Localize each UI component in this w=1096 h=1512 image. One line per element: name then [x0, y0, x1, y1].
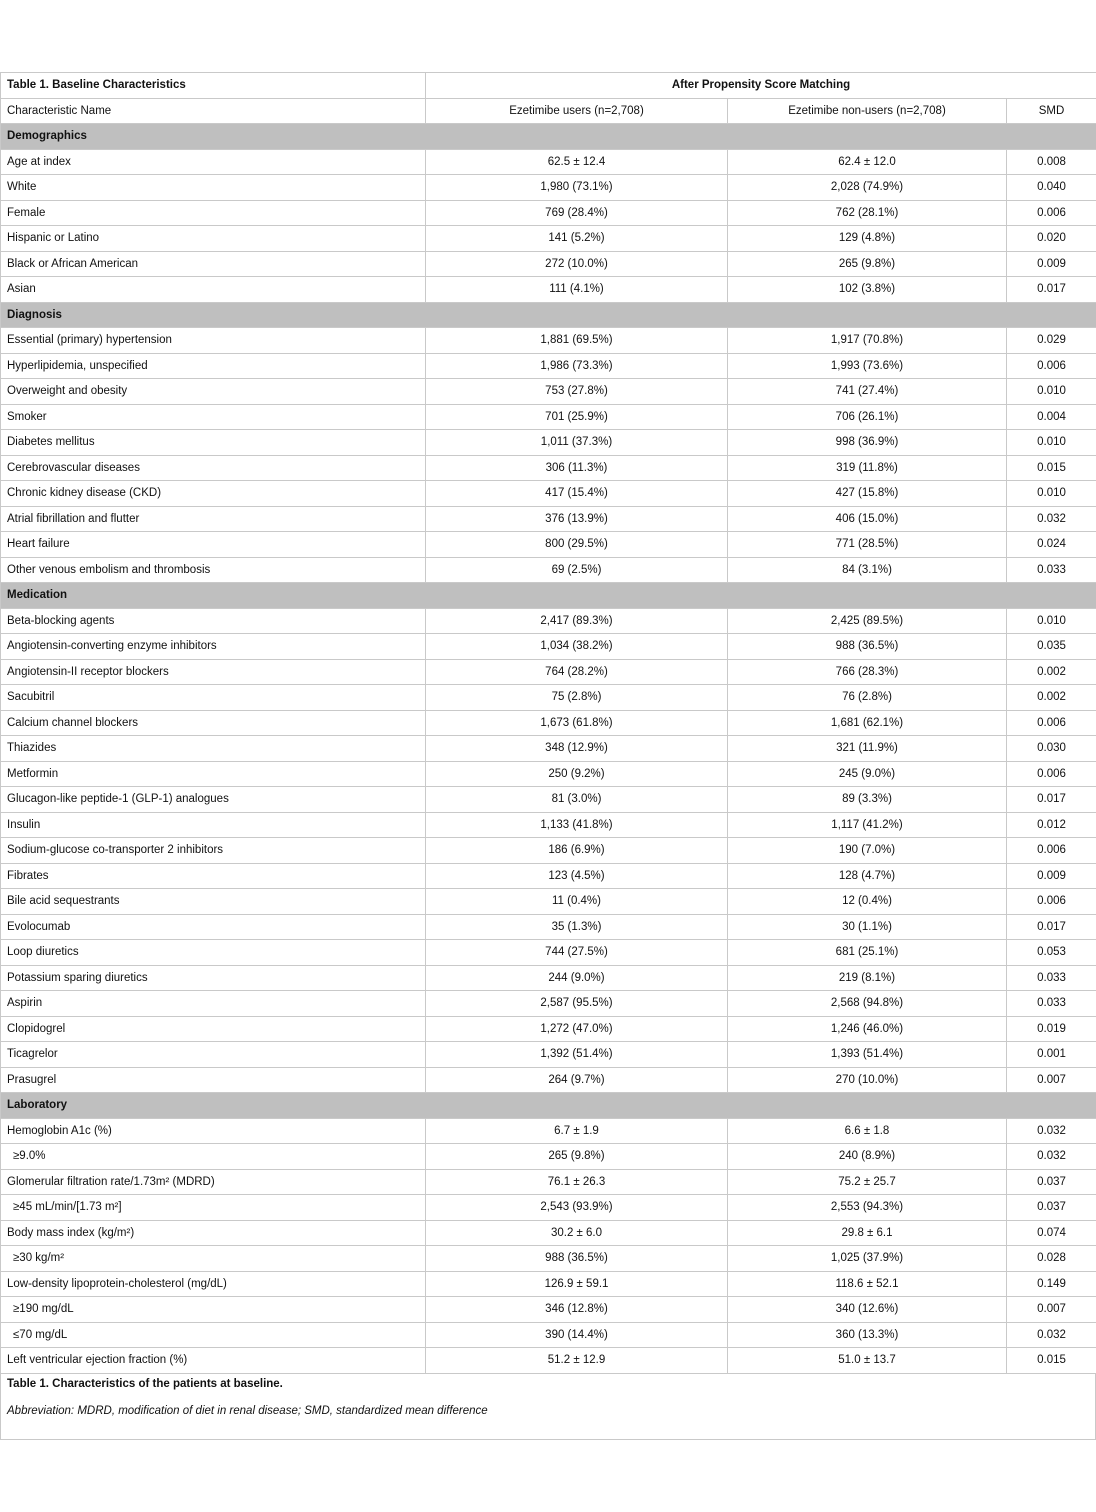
ezetimibe-nonusers-cell: 245 (9.0%) — [728, 761, 1007, 787]
table-row — [1, 1042, 1096, 1068]
table-row — [1, 455, 1096, 481]
characteristic-name-cell: Loop diuretics — [1, 940, 426, 966]
characteristic-name-cell: Asian — [1, 277, 426, 303]
smd-cell: 0.037 — [1007, 1169, 1096, 1195]
characteristic-name-cell: Chronic kidney disease (CKD) — [1, 481, 426, 507]
table-row — [1, 481, 1096, 507]
ezetimibe-users-cell: 769 (28.4%) — [426, 200, 728, 226]
ezetimibe-users-cell: 306 (11.3%) — [426, 455, 728, 481]
table-row — [1, 1016, 1096, 1042]
table-row — [1, 175, 1096, 201]
section-title: Demographics — [1, 124, 1096, 150]
smd-cell: 0.053 — [1007, 940, 1096, 966]
characteristic-name-cell: Sacubitril — [1, 685, 426, 711]
smd-cell: 0.029 — [1007, 328, 1096, 354]
table-row — [1, 863, 1096, 889]
table-row — [1, 710, 1096, 736]
column-header-name: Characteristic Name — [1, 98, 426, 124]
smd-cell: 0.019 — [1007, 1016, 1096, 1042]
characteristic-name-cell: White — [1, 175, 426, 201]
smd-cell: 0.010 — [1007, 481, 1096, 507]
smd-cell: 0.149 — [1007, 1271, 1096, 1297]
ezetimibe-nonusers-cell: 76 (2.8%) — [728, 685, 1007, 711]
smd-cell: 0.006 — [1007, 838, 1096, 864]
ezetimibe-nonusers-cell: 51.0 ± 13.7 — [728, 1348, 1007, 1374]
column-header-smd: SMD — [1007, 98, 1096, 124]
ezetimibe-nonusers-cell: 406 (15.0%) — [728, 506, 1007, 532]
characteristic-name-cell: Heart failure — [1, 532, 426, 558]
ezetimibe-users-cell: 81 (3.0%) — [426, 787, 728, 813]
table-title-row — [1, 73, 1096, 99]
characteristic-name-cell: Bile acid sequestrants — [1, 889, 426, 915]
ezetimibe-nonusers-cell: 1,025 (37.9%) — [728, 1246, 1007, 1272]
ezetimibe-nonusers-cell: 12 (0.4%) — [728, 889, 1007, 915]
characteristic-name-cell: Aspirin — [1, 991, 426, 1017]
characteristic-name-cell: ≥190 mg/dL — [1, 1297, 426, 1323]
table-caption: Table 1. Characteristics of the patients at baseline. — [7, 1377, 283, 1390]
table-row — [1, 1195, 1096, 1221]
ezetimibe-users-cell: 1,034 (38.2%) — [426, 634, 728, 660]
characteristic-name-cell: Black or African American — [1, 251, 426, 277]
table-row — [1, 914, 1096, 940]
table-row — [1, 251, 1096, 277]
table-row — [1, 1067, 1096, 1093]
ezetimibe-users-cell: 51.2 ± 12.9 — [426, 1348, 728, 1374]
table-row — [1, 506, 1096, 532]
characteristic-name-cell: ≥30 kg/m² — [1, 1246, 426, 1272]
ezetimibe-nonusers-cell: 998 (36.9%) — [728, 430, 1007, 456]
table-row — [1, 379, 1096, 405]
ezetimibe-users-cell: 6.7 ± 1.9 — [426, 1118, 728, 1144]
smd-cell: 0.028 — [1007, 1246, 1096, 1272]
smd-cell: 0.006 — [1007, 200, 1096, 226]
table-row — [1, 1297, 1096, 1323]
ezetimibe-users-cell: 1,881 (69.5%) — [426, 328, 728, 354]
ezetimibe-users-cell: 1,272 (47.0%) — [426, 1016, 728, 1042]
table-row — [1, 200, 1096, 226]
ezetimibe-users-cell: 988 (36.5%) — [426, 1246, 728, 1272]
smd-cell: 0.006 — [1007, 761, 1096, 787]
table-row — [1, 277, 1096, 303]
characteristic-name-cell: ≤70 mg/dL — [1, 1322, 426, 1348]
smd-cell: 0.009 — [1007, 863, 1096, 889]
table-row — [1, 812, 1096, 838]
characteristic-name-cell: Hyperlipidemia, unspecified — [1, 353, 426, 379]
ezetimibe-users-cell: 244 (9.0%) — [426, 965, 728, 991]
table-title: Table 1. Baseline Characteristics — [1, 73, 426, 99]
ezetimibe-users-cell: 1,673 (61.8%) — [426, 710, 728, 736]
ezetimibe-users-cell: 272 (10.0%) — [426, 251, 728, 277]
smd-cell: 0.033 — [1007, 991, 1096, 1017]
smd-cell: 0.040 — [1007, 175, 1096, 201]
smd-cell: 0.032 — [1007, 1144, 1096, 1170]
section-header-row — [1, 302, 1096, 328]
table-footer — [0, 1374, 1096, 1440]
characteristic-name-cell: Angiotensin-II receptor blockers — [1, 659, 426, 685]
smd-cell: 0.008 — [1007, 149, 1096, 175]
section-title: Laboratory — [1, 1093, 1096, 1119]
characteristic-name-cell: Thiazides — [1, 736, 426, 762]
smd-cell: 0.009 — [1007, 251, 1096, 277]
table-row — [1, 1246, 1096, 1272]
column-header-row — [1, 98, 1096, 124]
smd-cell: 0.017 — [1007, 277, 1096, 303]
table-row — [1, 889, 1096, 915]
characteristic-name-cell: Glomerular filtration rate/1.73m² (MDRD) — [1, 1169, 426, 1195]
smd-cell: 0.033 — [1007, 557, 1096, 583]
section-title: Medication — [1, 583, 1096, 609]
smd-cell: 0.007 — [1007, 1067, 1096, 1093]
ezetimibe-nonusers-cell: 706 (26.1%) — [728, 404, 1007, 430]
ezetimibe-nonusers-cell: 741 (27.4%) — [728, 379, 1007, 405]
ezetimibe-users-cell: 800 (29.5%) — [426, 532, 728, 558]
characteristic-name-cell: Glucagon-like peptide-1 (GLP-1) analogues — [1, 787, 426, 813]
ezetimibe-nonusers-cell: 30 (1.1%) — [728, 914, 1007, 940]
ezetimibe-nonusers-cell: 771 (28.5%) — [728, 532, 1007, 558]
characteristic-name-cell: ≥45 mL/min/[1.73 m²] — [1, 1195, 426, 1221]
ezetimibe-nonusers-cell: 265 (9.8%) — [728, 251, 1007, 277]
characteristic-name-cell: Left ventricular ejection fraction (%) — [1, 1348, 426, 1374]
characteristic-name-cell: Insulin — [1, 812, 426, 838]
ezetimibe-users-cell: 1,986 (73.3%) — [426, 353, 728, 379]
ezetimibe-users-cell: 390 (14.4%) — [426, 1322, 728, 1348]
table-row — [1, 1322, 1096, 1348]
table-row — [1, 787, 1096, 813]
ezetimibe-nonusers-cell: 2,028 (74.9%) — [728, 175, 1007, 201]
smd-cell: 0.030 — [1007, 736, 1096, 762]
ezetimibe-nonusers-cell: 321 (11.9%) — [728, 736, 1007, 762]
table-row — [1, 965, 1096, 991]
smd-cell: 0.010 — [1007, 608, 1096, 634]
ezetimibe-users-cell: 76.1 ± 26.3 — [426, 1169, 728, 1195]
table-row — [1, 608, 1096, 634]
ezetimibe-nonusers-cell: 766 (28.3%) — [728, 659, 1007, 685]
table-row — [1, 1169, 1096, 1195]
ezetimibe-nonusers-cell: 427 (15.8%) — [728, 481, 1007, 507]
ezetimibe-nonusers-cell: 1,681 (62.1%) — [728, 710, 1007, 736]
ezetimibe-nonusers-cell: 2,553 (94.3%) — [728, 1195, 1007, 1221]
table-row — [1, 1118, 1096, 1144]
ezetimibe-nonusers-cell: 340 (12.6%) — [728, 1297, 1007, 1323]
smd-cell: 0.006 — [1007, 353, 1096, 379]
ezetimibe-users-cell: 2,587 (95.5%) — [426, 991, 728, 1017]
ezetimibe-users-cell: 2,543 (93.9%) — [426, 1195, 728, 1221]
table-row — [1, 1144, 1096, 1170]
table-row — [1, 430, 1096, 456]
ezetimibe-users-cell: 1,392 (51.4%) — [426, 1042, 728, 1068]
ezetimibe-nonusers-cell: 190 (7.0%) — [728, 838, 1007, 864]
group-title: After Propensity Score Matching — [426, 73, 1096, 99]
smd-cell: 0.010 — [1007, 379, 1096, 405]
smd-cell: 0.002 — [1007, 659, 1096, 685]
characteristic-name-cell: Metformin — [1, 761, 426, 787]
ezetimibe-users-cell: 346 (12.8%) — [426, 1297, 728, 1323]
smd-cell: 0.015 — [1007, 455, 1096, 481]
smd-cell: 0.032 — [1007, 506, 1096, 532]
characteristic-name-cell: Other venous embolism and thrombosis — [1, 557, 426, 583]
smd-cell: 0.012 — [1007, 812, 1096, 838]
characteristic-name-cell: Evolocumab — [1, 914, 426, 940]
characteristic-name-cell: Essential (primary) hypertension — [1, 328, 426, 354]
table-row — [1, 328, 1096, 354]
column-header-users: Ezetimibe users (n=2,708) — [426, 98, 728, 124]
smd-cell: 0.006 — [1007, 710, 1096, 736]
ezetimibe-users-cell: 111 (4.1%) — [426, 277, 728, 303]
ezetimibe-users-cell: 376 (13.9%) — [426, 506, 728, 532]
characteristic-name-cell: Body mass index (kg/m²) — [1, 1220, 426, 1246]
ezetimibe-users-cell: 62.5 ± 12.4 — [426, 149, 728, 175]
ezetimibe-nonusers-cell: 360 (13.3%) — [728, 1322, 1007, 1348]
ezetimibe-users-cell: 1,011 (37.3%) — [426, 430, 728, 456]
characteristic-name-cell: Hemoglobin A1c (%) — [1, 1118, 426, 1144]
table-row — [1, 353, 1096, 379]
smd-cell: 0.032 — [1007, 1118, 1096, 1144]
column-header-nonusers: Ezetimibe non-users (n=2,708) — [728, 98, 1007, 124]
table-row — [1, 685, 1096, 711]
ezetimibe-users-cell: 417 (15.4%) — [426, 481, 728, 507]
smd-cell: 0.006 — [1007, 889, 1096, 915]
smd-cell: 0.004 — [1007, 404, 1096, 430]
ezetimibe-nonusers-cell: 6.6 ± 1.8 — [728, 1118, 1007, 1144]
ezetimibe-nonusers-cell: 1,993 (73.6%) — [728, 353, 1007, 379]
ezetimibe-users-cell: 1,133 (41.8%) — [426, 812, 728, 838]
section-title: Diagnosis — [1, 302, 1096, 328]
ezetimibe-nonusers-cell: 1,917 (70.8%) — [728, 328, 1007, 354]
smd-cell: 0.032 — [1007, 1322, 1096, 1348]
table-row — [1, 149, 1096, 175]
characteristic-name-cell: Angiotensin-converting enzyme inhibitors — [1, 634, 426, 660]
characteristic-name-cell: Age at index — [1, 149, 426, 175]
table-row — [1, 1271, 1096, 1297]
smd-cell: 0.024 — [1007, 532, 1096, 558]
ezetimibe-users-cell: 186 (6.9%) — [426, 838, 728, 864]
ezetimibe-nonusers-cell: 270 (10.0%) — [728, 1067, 1007, 1093]
characteristic-name-cell: Fibrates — [1, 863, 426, 889]
ezetimibe-users-cell: 141 (5.2%) — [426, 226, 728, 252]
ezetimibe-users-cell: 35 (1.3%) — [426, 914, 728, 940]
table-row — [1, 761, 1096, 787]
characteristic-name-cell: Diabetes mellitus — [1, 430, 426, 456]
characteristic-name-cell: Overweight and obesity — [1, 379, 426, 405]
ezetimibe-nonusers-cell: 102 (3.8%) — [728, 277, 1007, 303]
table-row — [1, 940, 1096, 966]
characteristic-name-cell: ≥9.0% — [1, 1144, 426, 1170]
table-row — [1, 557, 1096, 583]
smd-cell: 0.035 — [1007, 634, 1096, 660]
characteristic-name-cell: Clopidogrel — [1, 1016, 426, 1042]
table-row — [1, 991, 1096, 1017]
ezetimibe-users-cell: 265 (9.8%) — [426, 1144, 728, 1170]
ezetimibe-nonusers-cell: 681 (25.1%) — [728, 940, 1007, 966]
ezetimibe-nonusers-cell: 62.4 ± 12.0 — [728, 149, 1007, 175]
ezetimibe-nonusers-cell: 219 (8.1%) — [728, 965, 1007, 991]
characteristic-name-cell: Smoker — [1, 404, 426, 430]
smd-cell: 0.020 — [1007, 226, 1096, 252]
smd-cell: 0.017 — [1007, 787, 1096, 813]
characteristic-name-cell: Prasugrel — [1, 1067, 426, 1093]
ezetimibe-users-cell: 264 (9.7%) — [426, 1067, 728, 1093]
characteristic-name-cell: Cerebrovascular diseases — [1, 455, 426, 481]
ezetimibe-users-cell: 30.2 ± 6.0 — [426, 1220, 728, 1246]
section-header-row — [1, 1093, 1096, 1119]
table-row — [1, 1220, 1096, 1246]
smd-cell: 0.010 — [1007, 430, 1096, 456]
ezetimibe-users-cell: 753 (27.8%) — [426, 379, 728, 405]
characteristic-name-cell: Hispanic or Latino — [1, 226, 426, 252]
ezetimibe-nonusers-cell: 84 (3.1%) — [728, 557, 1007, 583]
ezetimibe-nonusers-cell: 89 (3.3%) — [728, 787, 1007, 813]
characteristic-name-cell: Female — [1, 200, 426, 226]
table-row — [1, 659, 1096, 685]
ezetimibe-nonusers-cell: 2,568 (94.8%) — [728, 991, 1007, 1017]
smd-cell: 0.074 — [1007, 1220, 1096, 1246]
ezetimibe-nonusers-cell: 29.8 ± 6.1 — [728, 1220, 1007, 1246]
ezetimibe-nonusers-cell: 762 (28.1%) — [728, 200, 1007, 226]
baseline-table-document — [0, 72, 1096, 1440]
ezetimibe-users-cell: 2,417 (89.3%) — [426, 608, 728, 634]
table-row — [1, 634, 1096, 660]
smd-cell: 0.002 — [1007, 685, 1096, 711]
table-row — [1, 226, 1096, 252]
ezetimibe-nonusers-cell: 319 (11.8%) — [728, 455, 1007, 481]
ezetimibe-users-cell: 69 (2.5%) — [426, 557, 728, 583]
ezetimibe-users-cell: 348 (12.9%) — [426, 736, 728, 762]
characteristic-name-cell: Atrial fibrillation and flutter — [1, 506, 426, 532]
smd-cell: 0.001 — [1007, 1042, 1096, 1068]
ezetimibe-users-cell: 75 (2.8%) — [426, 685, 728, 711]
characteristic-name-cell: Sodium-glucose co-transporter 2 inhibitors — [1, 838, 426, 864]
characteristic-name-cell: Potassium sparing diuretics — [1, 965, 426, 991]
ezetimibe-nonusers-cell: 988 (36.5%) — [728, 634, 1007, 660]
ezetimibe-users-cell: 123 (4.5%) — [426, 863, 728, 889]
ezetimibe-users-cell: 126.9 ± 59.1 — [426, 1271, 728, 1297]
ezetimibe-users-cell: 250 (9.2%) — [426, 761, 728, 787]
table-row — [1, 838, 1096, 864]
ezetimibe-users-cell: 1,980 (73.1%) — [426, 175, 728, 201]
ezetimibe-nonusers-cell: 240 (8.9%) — [728, 1144, 1007, 1170]
ezetimibe-nonusers-cell: 1,117 (41.2%) — [728, 812, 1007, 838]
table-row — [1, 532, 1096, 558]
smd-cell: 0.033 — [1007, 965, 1096, 991]
characteristic-name-cell: Low-density lipoprotein-cholesterol (mg/dL) — [1, 1271, 426, 1297]
section-header-row — [1, 124, 1096, 150]
characteristic-name-cell: Ticagrelor — [1, 1042, 426, 1068]
table-row — [1, 404, 1096, 430]
smd-cell: 0.017 — [1007, 914, 1096, 940]
ezetimibe-users-cell: 11 (0.4%) — [426, 889, 728, 915]
ezetimibe-nonusers-cell: 128 (4.7%) — [728, 863, 1007, 889]
smd-cell: 0.007 — [1007, 1297, 1096, 1323]
section-header-row — [1, 583, 1096, 609]
ezetimibe-users-cell: 701 (25.9%) — [426, 404, 728, 430]
ezetimibe-nonusers-cell: 118.6 ± 52.1 — [728, 1271, 1007, 1297]
ezetimibe-nonusers-cell: 1,246 (46.0%) — [728, 1016, 1007, 1042]
baseline-characteristics-table — [0, 72, 1096, 1374]
smd-cell: 0.037 — [1007, 1195, 1096, 1221]
ezetimibe-nonusers-cell: 75.2 ± 25.7 — [728, 1169, 1007, 1195]
ezetimibe-users-cell: 764 (28.2%) — [426, 659, 728, 685]
ezetimibe-nonusers-cell: 1,393 (51.4%) — [728, 1042, 1007, 1068]
table-row — [1, 736, 1096, 762]
abbreviation-note: Abbreviation: MDRD, modification of diet in renal disease; SMD, standardized mean difference — [7, 1404, 488, 1417]
characteristic-name-cell: Calcium channel blockers — [1, 710, 426, 736]
ezetimibe-nonusers-cell: 2,425 (89.5%) — [728, 608, 1007, 634]
ezetimibe-nonusers-cell: 129 (4.8%) — [728, 226, 1007, 252]
ezetimibe-users-cell: 744 (27.5%) — [426, 940, 728, 966]
table-row — [1, 1348, 1096, 1374]
smd-cell: 0.015 — [1007, 1348, 1096, 1374]
characteristic-name-cell: Beta-blocking agents — [1, 608, 426, 634]
